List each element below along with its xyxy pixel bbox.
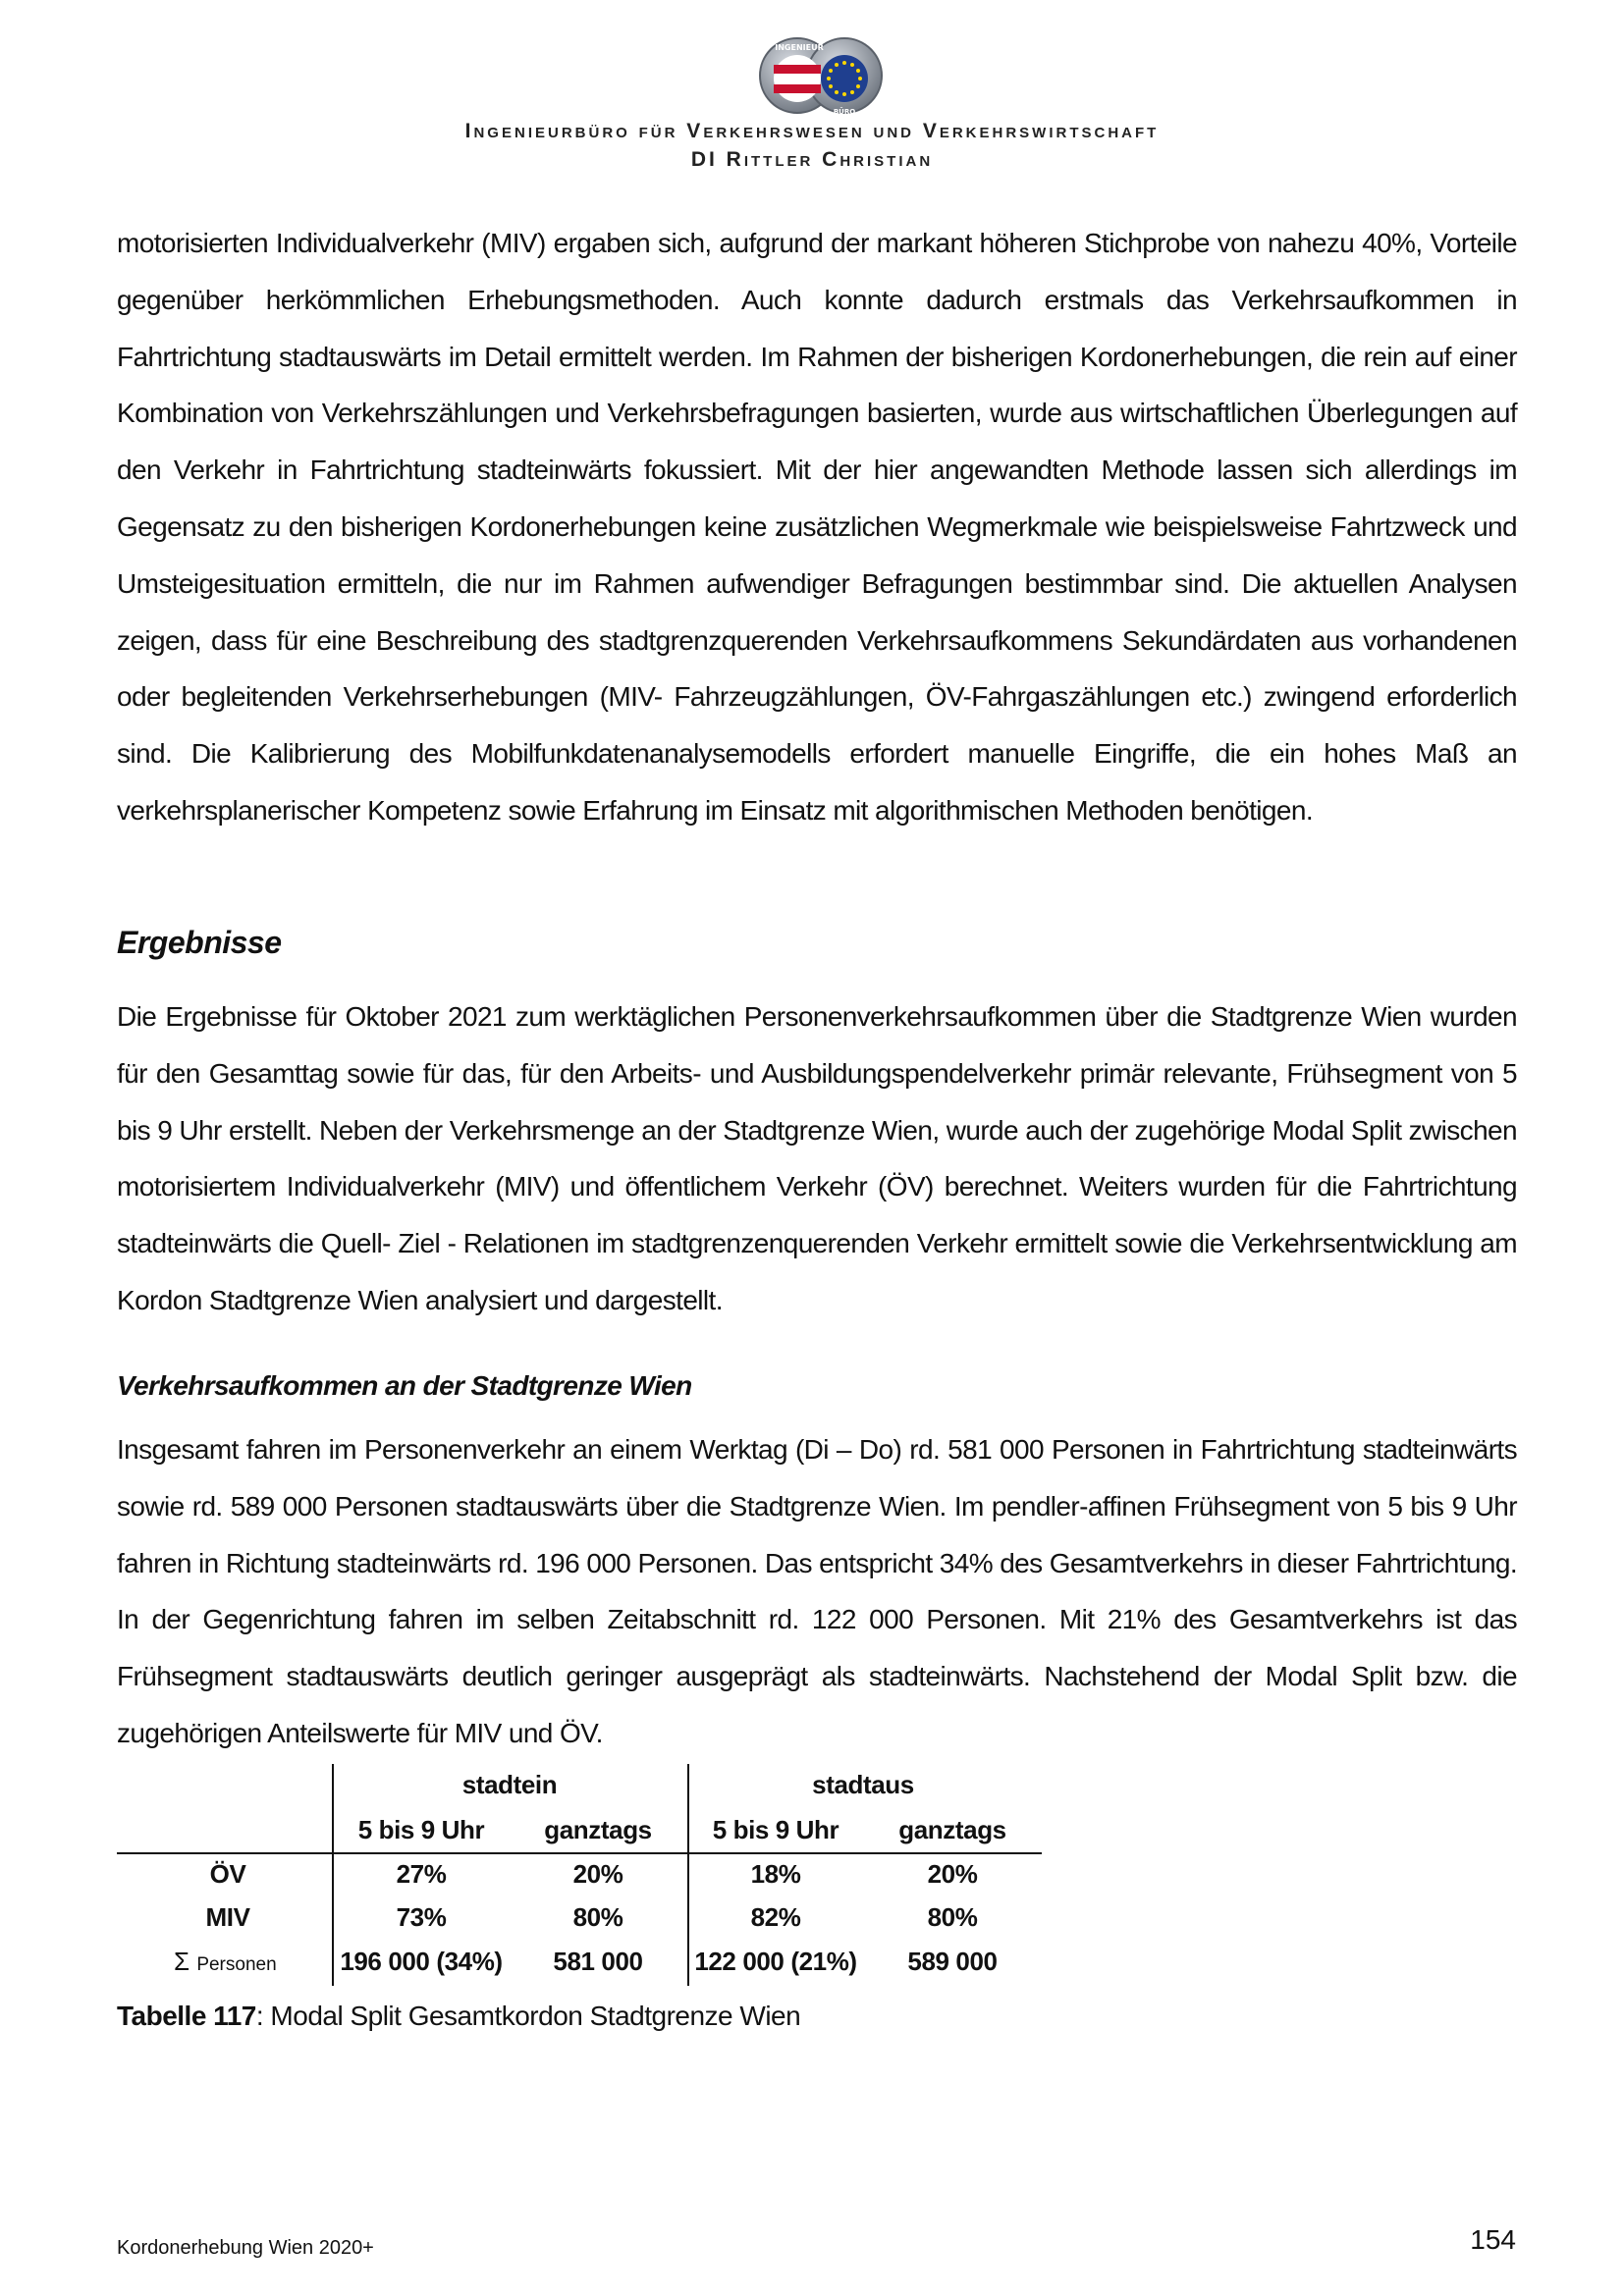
logo-text-top: INGENIEUR — [775, 43, 824, 52]
modal-split-table — [117, 1764, 1042, 1986]
table-caption-text: : Modal Split Gesamtkordon Stadtgrenze Wien — [255, 2001, 801, 2031]
table-cell: 20% — [927, 1859, 978, 1889]
paragraph-intro: motorisierten Individualverkehr (MIV) ergaben sich, aufgrund der markant höheren Stichprobe von nahezu 40%, Vorteile gegenüber herkömmlichen Erhebungsmethoden. Auch konnte dadurch erstmals das Verkehrsaufkommen in Fahrtrichtung stadtauswärts im Detail ermittelt werden. Im Rahmen der bisherigen Kordonerhebungen, die rein auf einer Kombination von Verkehrszählungen und Verkehrsbefragungen basierten, wurde aus wirtschaftlichen Überlegungen auf den Verkehr in Fahrtrichtung stadteinwärts fokussiert. Mit der hier angewandten Methode lassen sich allerdings im Gegensatz zu den bisherigen Kordonerhebungen keine zusätzlichen Wegmerkmale wie beispielsweise Fahrtzweck und Umsteigesituation ermitteln, die nur im Rahmen aufwendiger Befragungen bestimmbar sind. Die aktuellen Analysen zeigen, dass für eine Beschreibung des stadtgrenzquerenden Verkehrsaufkommens Sekundärdaten aus vorhandenen oder begleitenden Verkehrserhebungen (MIV- Fahrzeugzählungen, ÖV-Fahrgaszählungen etc.) zwingend erforderlich sind. Die Kalibrierung des Mobilfunkdatenanalysemodells erfordert manuelle Eingriffe, die ein hohes Maß an verkehrsplanerischer Kompetenz sowie Erfahrung im Einsatz mit algorithmischen Methoden benötigen. — [117, 228, 1517, 826]
table-subheader: ganztags — [898, 1815, 1006, 1844]
sum-label: Personen — [196, 1954, 277, 1975]
section-heading-ergebnisse: Ergebnisse — [117, 925, 282, 960]
table-cell: 20% — [572, 1859, 623, 1889]
table-row-label-ov: ÖV — [209, 1859, 246, 1889]
footer-document-title: Kordonerhebung Wien 2020+ — [117, 2237, 374, 2259]
table-row-label-miv: MIV — [205, 1902, 250, 1932]
sum-symbol: Σ — [174, 1947, 190, 1976]
table-cell: 80% — [572, 1902, 623, 1932]
table-subheader: ganztags — [544, 1815, 652, 1844]
table-cell: 73% — [396, 1902, 447, 1932]
company-logo — [746, 33, 893, 118]
paragraph-ergebnisse: Die Ergebnisse für Oktober 2021 zum werktäglichen Personenverkehrsaufkommen über die Stadtgrenze Wien wurden für den Gesamttag sowie für das, für den Arbeits- und Ausbildungspendelverkehr primär relevante, Frühsegment von 5 bis 9 Uhr erstellt. Neben der Verkehrsmenge an der Stadtgrenze Wien, wurde auch der zugehörige Modal Split zwischen motorisiertem Individualverkehr (MIV) und öffentlichem Verkehr (ÖV) berechnet. Weiters wurden für die Fahrtrichtung stadteinwärts die Quell- Ziel - Relationen im stadtgrenzenquerenden Verkehr ermittelt sowie die Verkehrsentwicklung am Kordon Stadtgrenze Wien analysiert und dargestellt. — [117, 1001, 1517, 1315]
table-header-rule — [117, 1852, 1042, 1854]
table-subheader: 5 bis 9 Uhr — [712, 1815, 839, 1844]
table-divider-left — [332, 1764, 334, 1986]
table-group-header-stadtaus: stadtaus — [812, 1770, 914, 1799]
subsection-heading-verkehrsaufkommen: Verkehrsaufkommen an der Stadtgrenze Wien — [117, 1370, 692, 1401]
table-row-label-sum — [174, 1947, 277, 1977]
table-caption-label: Tabelle 117 — [117, 2001, 256, 2031]
table-subheader: 5 bis 9 Uhr — [357, 1815, 485, 1844]
header-company-name: Ingenieurbüro für Verkehrswesen und Verkehrswirtschaft — [464, 120, 1160, 142]
footer-page-number: 154 — [1470, 2224, 1516, 2255]
paragraph-verkehrsaufkommen: Insgesamt fahren im Personenverkehr an einem Werktag (Di – Do) rd. 581 000 Personen in Fahrtrichtung stadteinwärts sowie rd. 589 000 Personen stadtauswärts über die Stadtgrenze Wien. Im pendler-affinen Frühsegment von 5 bis 9 Uhr fahren in Richtung stadteinwärts rd. 196 000 Personen. Das entspricht 34% des Gesamtverkehrs in dieser Fahrtrichtung. In der Gegenrichtung fahren im selben Zeitabschnitt rd. 122 000 Personen. Mit 21% des Gesamtverkehrs ist das Frühsegment stadtauswärts deutlich geringer ausgeprägt als stadteinwärts. Nachstehend der Modal Split bzw. die zugehörigen Anteilswerte für MIV und ÖV. — [117, 1434, 1517, 1748]
table-cell: 589 000 — [907, 1947, 998, 1976]
table-cell: 196 000 (34%) — [340, 1947, 503, 1976]
table-group-header-stadtein: stadtein — [461, 1770, 558, 1799]
table-divider-middle — [687, 1764, 689, 1986]
table-cell: 82% — [750, 1902, 801, 1932]
logo-text-bottom: BÜRO — [833, 108, 856, 116]
header-owner-name: DI Rittler Christian — [690, 148, 934, 171]
table-cell: 18% — [750, 1859, 801, 1889]
table-caption — [117, 2001, 800, 2032]
table-cell: 80% — [927, 1902, 978, 1932]
table-cell: 27% — [396, 1859, 447, 1889]
table-cell: 581 000 — [553, 1947, 643, 1976]
table-cell: 122 000 (21%) — [694, 1947, 857, 1976]
